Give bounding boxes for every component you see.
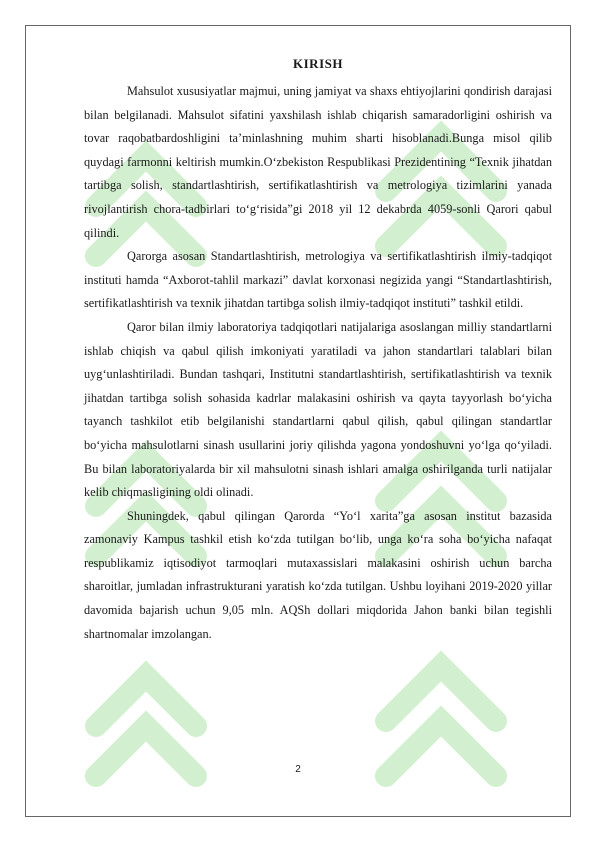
paragraph-2: Qarorga asosan Standartlashtirish, metrologiya va sertifikatlashtirish ilmiy-tadqiqot instituti hamda “Axborot-tahlil markazi” davlat korxonasi negizida yangi “Standartlashtirish, sertifikatlashtirish va texnik jihatdan tartibga solish ilmiy-tadqiqot instituti” tashkil etildi. — [84, 249, 552, 311]
page-frame — [25, 25, 571, 817]
document-title: KIRISH — [293, 56, 343, 71]
paragraph-3: Qaror bilan ilmiy laboratoriya tadqiqotlari natijalariga asoslangan milliy standartlarni ishlab chiqish va qabul qilish imkoniyati yaratiladi va jahon standartlari talablari bilan uyg‘unlashtiriladi. Bundan tashqari, Institutni standartlashtirish, sertifikatlashtirish va texnik jihatdan tartibga solish sohasida kadrlar malakasini oshirish va qayta tayyorlash bo‘yicha tayanch tashkilot etib belgilanishi standartlarni qabul qilish, qabul qilingan standartlar bo‘yicha mahsulotlarni sinash usullarini joriy qilishda yagona yondoshuvni yo‘lga qo‘yiladi. Bu bilan laboratoriyalarda bir xil mahsulotni sinash ishlari amalga oshirilganda turli natijalar kelib chiqmasligining oldi olinadi. — [84, 319, 552, 500]
document-body — [84, 56, 552, 646]
paragraph-1: Mahsulot xususiyatlar majmui, uning jamiyat va shaxs ehtiyojlarini qondirish darajasi bilan belgilanadi. Mahsulot sifatini yaxshilash ishlab chiqarish samaradorligini oshirish va tovar raqobatbardoshligini ta’minlashning muhim sharti hisoblanadi.Bunga misol qilib quydagi farmonni keltirish mumkin.O‘zbekiston Respublikasi Prezidentining “Texnik jihatdan tartibga solish, standartlashtirish, sertifikatlashtirish va metrologiya tizimlarini yanada rivojlantirish chora-tadbirlari to‘g‘risida”gi 2018 yil 12 dekabrda 4059-sonli Qarori qabul qilindi. — [84, 84, 552, 240]
page-number: 2 — [295, 764, 301, 775]
paragraph-4: Shuningdek, qabul qilingan Qarorda “Yo‘l xarita”ga asosan institut bazasida zamonaviy Kampus tashkil etish ko‘zda tutilgan bo‘lib, unga ko‘ra soha bo‘yicha nafaqat respublikamiz iqtisodiyot tarmoqlari mutaxassislari malakasini oshirish uchun barcha sharoitlar, jumladan infrastrukturani yaratish ko‘zda tutilgan. Ushbu loyihani 2019-2020 yillar davomida bajarish uchun 9,05 mln. AQSh dollari miqdorida Jahon banki bilan tegishli shartnomalar imzolangan. — [84, 508, 552, 641]
